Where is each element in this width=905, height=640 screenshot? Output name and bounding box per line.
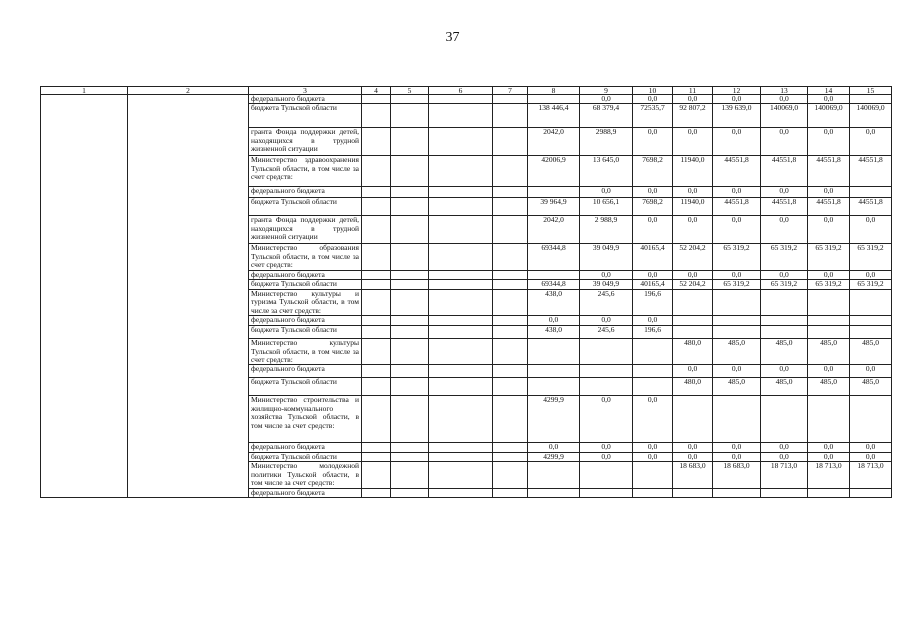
value-cell-col-12: 0,0 xyxy=(713,216,761,244)
empty-cell-col-6 xyxy=(429,443,493,452)
empty-cell-col-4 xyxy=(362,244,391,270)
value-cell-col-12 xyxy=(713,290,761,316)
row-label: бюджета Тульской области xyxy=(249,378,362,396)
value-cell-col-15: 65 319,2 xyxy=(850,244,892,270)
empty-cell-col-6 xyxy=(429,488,493,497)
row-label: гранта Фонда поддержки детей, находящихся в трудной жизненной ситуации xyxy=(249,128,362,156)
value-cell-col-9: 0,0 xyxy=(580,452,633,461)
empty-cell-col-7 xyxy=(493,128,528,156)
value-cell-col-13: 140069,0 xyxy=(761,104,808,128)
column-header-7: 7 xyxy=(493,87,528,95)
value-cell-col-14: 0,0 xyxy=(808,95,850,104)
empty-cell-col-7 xyxy=(493,95,528,104)
value-cell-col-13: 0,0 xyxy=(761,128,808,156)
empty-cell-col-4 xyxy=(362,339,391,365)
empty-cell-col-5 xyxy=(391,128,429,156)
value-cell-col-11: 0,0 xyxy=(673,216,713,244)
value-cell-col-14: 140069,0 xyxy=(808,104,850,128)
empty-cell-col-6 xyxy=(429,326,493,339)
column-header-6: 6 xyxy=(429,87,493,95)
empty-cell-col-4 xyxy=(362,280,391,290)
value-cell-col-14 xyxy=(808,316,850,326)
empty-cell-col-4 xyxy=(362,326,391,339)
value-cell-col-15: 0,0 xyxy=(850,452,892,461)
value-cell-col-9 xyxy=(580,462,633,488)
value-cell-col-13: 65 319,2 xyxy=(761,244,808,270)
value-cell-col-13: 0,0 xyxy=(761,216,808,244)
empty-cell-col-5 xyxy=(391,95,429,104)
empty-cell-col-4 xyxy=(362,488,391,497)
value-cell-col-14: 0,0 xyxy=(808,452,850,461)
value-cell-col-10 xyxy=(633,378,673,396)
empty-cell-col-7 xyxy=(493,326,528,339)
value-cell-col-15 xyxy=(850,488,892,497)
value-cell-col-10: 40165,4 xyxy=(633,280,673,290)
empty-cell-col-6 xyxy=(429,365,493,378)
empty-cell-col-4 xyxy=(362,95,391,104)
value-cell-col-9: 0,0 xyxy=(580,316,633,326)
value-cell-col-14: 0,0 xyxy=(808,216,850,244)
column-header-9: 9 xyxy=(580,87,633,95)
value-cell-col-13 xyxy=(761,290,808,316)
value-cell-col-11: 0,0 xyxy=(673,270,713,279)
value-cell-col-14: 0,0 xyxy=(808,443,850,452)
value-cell-col-10: 196,6 xyxy=(633,290,673,316)
column-header-2: 2 xyxy=(128,87,249,95)
empty-cell-col-6 xyxy=(429,378,493,396)
empty-cell-col-7 xyxy=(493,156,528,187)
value-cell-col-8 xyxy=(528,270,580,279)
value-cell-col-8: 39 964,9 xyxy=(528,198,580,216)
empty-cell-col-5 xyxy=(391,290,429,316)
value-cell-col-13 xyxy=(761,488,808,497)
value-cell-col-12: 0,0 xyxy=(713,452,761,461)
empty-cell-col-6 xyxy=(429,290,493,316)
empty-cell-col-6 xyxy=(429,95,493,104)
value-cell-col-11: 0,0 xyxy=(673,128,713,156)
empty-cell-col-5 xyxy=(391,443,429,452)
column-header-14: 14 xyxy=(808,87,850,95)
empty-cell-col-6 xyxy=(429,280,493,290)
row-label: бюджета Тульской области xyxy=(249,280,362,290)
value-cell-col-12: 0,0 xyxy=(713,128,761,156)
value-cell-col-11: 52 204,2 xyxy=(673,280,713,290)
value-cell-col-9: 68 379,4 xyxy=(580,104,633,128)
value-cell-col-11: 0,0 xyxy=(673,365,713,378)
empty-cell-col-5 xyxy=(391,187,429,198)
empty-cell-col-4 xyxy=(362,452,391,461)
table-row xyxy=(41,95,892,104)
header-row xyxy=(41,87,892,95)
empty-cell-col-4 xyxy=(362,378,391,396)
value-cell-col-13: 0,0 xyxy=(761,270,808,279)
value-cell-col-9 xyxy=(580,339,633,365)
column-header-1: 1 xyxy=(41,87,128,95)
value-cell-col-14: 65 319,2 xyxy=(808,280,850,290)
empty-cell-col-7 xyxy=(493,443,528,452)
row-label: федерального бюджета xyxy=(249,270,362,279)
empty-cell-col-5 xyxy=(391,104,429,128)
value-cell-col-10: 72535,7 xyxy=(633,104,673,128)
value-cell-col-9 xyxy=(580,488,633,497)
value-cell-col-10: 0,0 xyxy=(633,216,673,244)
value-cell-col-9: 245,6 xyxy=(580,326,633,339)
value-cell-col-10: 7698,2 xyxy=(633,156,673,187)
row-label: Министерство строительства и жилищно-коммунального хозяйства Тульской области, в том числе за счет средств: xyxy=(249,396,362,443)
empty-cell-col-6 xyxy=(429,452,493,461)
value-cell-col-13: 0,0 xyxy=(761,365,808,378)
value-cell-col-8: 138 446,4 xyxy=(528,104,580,128)
value-cell-col-8 xyxy=(528,488,580,497)
row-label: федерального бюджета xyxy=(249,488,362,497)
value-cell-col-10: 196,6 xyxy=(633,326,673,339)
empty-cell-col-4 xyxy=(362,443,391,452)
value-cell-col-11 xyxy=(673,488,713,497)
empty-cell-col-7 xyxy=(493,462,528,488)
empty-cell-col-4 xyxy=(362,156,391,187)
value-cell-col-15: 18 713,0 xyxy=(850,462,892,488)
column-header-10: 10 xyxy=(633,87,673,95)
value-cell-col-14 xyxy=(808,488,850,497)
empty-cell-col-5 xyxy=(391,316,429,326)
empty-cell-col-6 xyxy=(429,339,493,365)
column-header-15: 15 xyxy=(850,87,892,95)
value-cell-col-9: 0,0 xyxy=(580,270,633,279)
value-cell-col-8: 42006,9 xyxy=(528,156,580,187)
value-cell-col-15 xyxy=(850,290,892,316)
value-cell-col-14: 0,0 xyxy=(808,128,850,156)
empty-cell-col-5 xyxy=(391,462,429,488)
value-cell-col-9: 2 988,9 xyxy=(580,216,633,244)
value-cell-col-11: 0,0 xyxy=(673,187,713,198)
value-cell-col-15: 65 319,2 xyxy=(850,280,892,290)
empty-cell-col-7 xyxy=(493,488,528,497)
value-cell-col-13: 485,0 xyxy=(761,339,808,365)
value-cell-col-13: 44551,8 xyxy=(761,156,808,187)
empty-cell-col-5 xyxy=(391,216,429,244)
empty-cell-col-4 xyxy=(362,316,391,326)
value-cell-col-13: 0,0 xyxy=(761,187,808,198)
row-label: федерального бюджета xyxy=(249,316,362,326)
value-cell-col-10 xyxy=(633,488,673,497)
value-cell-col-12: 18 683,0 xyxy=(713,462,761,488)
value-cell-col-8 xyxy=(528,187,580,198)
row-label: бюджета Тульской области xyxy=(249,452,362,461)
value-cell-col-14: 485,0 xyxy=(808,378,850,396)
value-cell-col-8 xyxy=(528,95,580,104)
value-cell-col-15 xyxy=(850,95,892,104)
value-cell-col-8: 2042,0 xyxy=(528,128,580,156)
empty-cell-col-5 xyxy=(391,378,429,396)
value-cell-col-12 xyxy=(713,488,761,497)
value-cell-col-10 xyxy=(633,339,673,365)
value-cell-col-15: 140069,0 xyxy=(850,104,892,128)
page-number: 37 xyxy=(445,30,460,45)
row-label: бюджета Тульской области xyxy=(249,326,362,339)
value-cell-col-14: 0,0 xyxy=(808,365,850,378)
column-header-4: 4 xyxy=(362,87,391,95)
value-cell-col-9: 39 049,9 xyxy=(580,244,633,270)
empty-cell-col-7 xyxy=(493,244,528,270)
value-cell-col-8 xyxy=(528,378,580,396)
value-cell-col-10: 0,0 xyxy=(633,396,673,443)
empty-cell-col-5 xyxy=(391,339,429,365)
value-cell-col-11 xyxy=(673,316,713,326)
value-cell-col-15: 0,0 xyxy=(850,128,892,156)
value-cell-col-9 xyxy=(580,378,633,396)
value-cell-col-9: 0,0 xyxy=(580,187,633,198)
value-cell-col-12: 44551,8 xyxy=(713,156,761,187)
empty-cell-col-6 xyxy=(429,198,493,216)
value-cell-col-13: 485,0 xyxy=(761,378,808,396)
value-cell-col-10: 0,0 xyxy=(633,270,673,279)
empty-cell-col-7 xyxy=(493,452,528,461)
value-cell-col-14 xyxy=(808,396,850,443)
empty-cell-col-5 xyxy=(391,156,429,187)
value-cell-col-9: 0,0 xyxy=(580,95,633,104)
value-cell-col-8: 438,0 xyxy=(528,326,580,339)
value-cell-col-9: 13 645,0 xyxy=(580,156,633,187)
value-cell-col-8: 69344,8 xyxy=(528,280,580,290)
empty-cell-col-6 xyxy=(429,216,493,244)
value-cell-col-9: 10 656,1 xyxy=(580,198,633,216)
value-cell-col-11: 0,0 xyxy=(673,452,713,461)
empty-cell-col-6 xyxy=(429,462,493,488)
empty-cell-col-7 xyxy=(493,270,528,279)
value-cell-col-11: 0,0 xyxy=(673,95,713,104)
value-cell-col-10: 0,0 xyxy=(633,443,673,452)
value-cell-col-15: 0,0 xyxy=(850,216,892,244)
value-cell-col-15: 0,0 xyxy=(850,270,892,279)
empty-cell-col-7 xyxy=(493,378,528,396)
row-label: Министерство здравоохранения Тульской области, в том числе за счет средств: xyxy=(249,156,362,187)
value-cell-col-12: 139 639,0 xyxy=(713,104,761,128)
column-header-8: 8 xyxy=(528,87,580,95)
value-cell-col-12: 65 319,2 xyxy=(713,280,761,290)
value-cell-col-8: 0,0 xyxy=(528,316,580,326)
empty-cell-col-5 xyxy=(391,365,429,378)
empty-cell-col-4 xyxy=(362,365,391,378)
value-cell-col-13: 0,0 xyxy=(761,443,808,452)
row-label: бюджета Тульской области xyxy=(249,104,362,128)
column-header-11: 11 xyxy=(673,87,713,95)
empty-cell-col-4 xyxy=(362,187,391,198)
empty-cell-col-6 xyxy=(429,244,493,270)
column-1-cell xyxy=(41,95,128,498)
value-cell-col-14: 0,0 xyxy=(808,270,850,279)
value-cell-col-15 xyxy=(850,326,892,339)
empty-cell-col-4 xyxy=(362,462,391,488)
value-cell-col-10: 40165,4 xyxy=(633,244,673,270)
value-cell-col-12: 0,0 xyxy=(713,270,761,279)
value-cell-col-12: 485,0 xyxy=(713,339,761,365)
value-cell-col-11 xyxy=(673,396,713,443)
empty-cell-col-4 xyxy=(362,104,391,128)
value-cell-col-14: 18 713,0 xyxy=(808,462,850,488)
empty-cell-col-7 xyxy=(493,316,528,326)
row-label: федерального бюджета xyxy=(249,187,362,198)
value-cell-col-8 xyxy=(528,462,580,488)
value-cell-col-9 xyxy=(580,365,633,378)
row-label: бюджета Тульской области xyxy=(249,198,362,216)
empty-cell-col-4 xyxy=(362,396,391,443)
row-label: Министерство культуры Тульской области, в том числе за счет средств: xyxy=(249,339,362,365)
value-cell-col-9: 2988,9 xyxy=(580,128,633,156)
value-cell-col-11: 92 807,2 xyxy=(673,104,713,128)
value-cell-col-8: 0,0 xyxy=(528,443,580,452)
value-cell-col-11: 11940,0 xyxy=(673,156,713,187)
empty-cell-col-6 xyxy=(429,187,493,198)
empty-cell-col-7 xyxy=(493,339,528,365)
value-cell-col-10: 0,0 xyxy=(633,452,673,461)
value-cell-col-8: 4299,9 xyxy=(528,396,580,443)
empty-cell-col-4 xyxy=(362,270,391,279)
value-cell-col-14 xyxy=(808,326,850,339)
empty-cell-col-7 xyxy=(493,187,528,198)
value-cell-col-15 xyxy=(850,187,892,198)
empty-cell-col-7 xyxy=(493,104,528,128)
empty-cell-col-5 xyxy=(391,452,429,461)
empty-cell-col-6 xyxy=(429,104,493,128)
value-cell-col-9: 39 049,9 xyxy=(580,280,633,290)
empty-cell-col-5 xyxy=(391,326,429,339)
value-cell-col-10: 0,0 xyxy=(633,187,673,198)
budget-table xyxy=(40,86,892,498)
empty-cell-col-5 xyxy=(391,270,429,279)
column-header-13: 13 xyxy=(761,87,808,95)
value-cell-col-13: 65 319,2 xyxy=(761,280,808,290)
value-cell-col-13 xyxy=(761,326,808,339)
empty-cell-col-6 xyxy=(429,270,493,279)
value-cell-col-10 xyxy=(633,462,673,488)
value-cell-col-13: 0,0 xyxy=(761,452,808,461)
empty-cell-col-6 xyxy=(429,128,493,156)
value-cell-col-13 xyxy=(761,396,808,443)
row-label: федерального бюджета xyxy=(249,365,362,378)
column-header-12: 12 xyxy=(713,87,761,95)
value-cell-col-14: 65 319,2 xyxy=(808,244,850,270)
empty-cell-col-6 xyxy=(429,156,493,187)
value-cell-col-11 xyxy=(673,326,713,339)
value-cell-col-15 xyxy=(850,316,892,326)
value-cell-col-13: 44551,8 xyxy=(761,198,808,216)
empty-cell-col-5 xyxy=(391,280,429,290)
value-cell-col-11: 11940,0 xyxy=(673,198,713,216)
empty-cell-col-7 xyxy=(493,396,528,443)
empty-cell-col-7 xyxy=(493,365,528,378)
empty-cell-col-5 xyxy=(391,488,429,497)
value-cell-col-12: 0,0 xyxy=(713,365,761,378)
value-cell-col-10: 0,0 xyxy=(633,128,673,156)
value-cell-col-11 xyxy=(673,290,713,316)
empty-cell-col-6 xyxy=(429,396,493,443)
value-cell-col-10: 0,0 xyxy=(633,316,673,326)
empty-cell-col-5 xyxy=(391,396,429,443)
value-cell-col-13 xyxy=(761,316,808,326)
value-cell-col-9: 0,0 xyxy=(580,396,633,443)
empty-cell-col-5 xyxy=(391,198,429,216)
empty-cell-col-5 xyxy=(391,244,429,270)
row-label: федерального бюджета xyxy=(249,443,362,452)
value-cell-col-11: 52 204,2 xyxy=(673,244,713,270)
value-cell-col-10 xyxy=(633,365,673,378)
empty-cell-col-4 xyxy=(362,290,391,316)
value-cell-col-15: 485,0 xyxy=(850,378,892,396)
row-label: Министерство культуры и туризма Тульской области, в том числе за счет средств: xyxy=(249,290,362,316)
value-cell-col-9: 0,0 xyxy=(580,443,633,452)
value-cell-col-12 xyxy=(713,326,761,339)
value-cell-col-14: 44551,8 xyxy=(808,198,850,216)
value-cell-col-14 xyxy=(808,290,850,316)
row-label: гранта Фонда поддержки детей, находящихся в трудной жизненной ситуации xyxy=(249,216,362,244)
value-cell-col-12: 0,0 xyxy=(713,95,761,104)
value-cell-col-15: 485,0 xyxy=(850,339,892,365)
row-label: федерального бюджета xyxy=(249,95,362,104)
value-cell-col-15: 44551,8 xyxy=(850,156,892,187)
value-cell-col-8: 438,0 xyxy=(528,290,580,316)
value-cell-col-12 xyxy=(713,396,761,443)
value-cell-col-9: 245,6 xyxy=(580,290,633,316)
value-cell-col-12: 485,0 xyxy=(713,378,761,396)
value-cell-col-15 xyxy=(850,396,892,443)
value-cell-col-11: 0,0 xyxy=(673,443,713,452)
value-cell-col-8: 4299,9 xyxy=(528,452,580,461)
value-cell-col-8 xyxy=(528,365,580,378)
value-cell-col-10: 0,0 xyxy=(633,95,673,104)
value-cell-col-8: 2042,0 xyxy=(528,216,580,244)
value-cell-col-11: 480,0 xyxy=(673,378,713,396)
value-cell-col-13: 18 713,0 xyxy=(761,462,808,488)
empty-cell-col-4 xyxy=(362,198,391,216)
row-label: Министерство образования Тульской области, в том числе за счет средств: xyxy=(249,244,362,270)
value-cell-col-8 xyxy=(528,339,580,365)
value-cell-col-8: 69344,8 xyxy=(528,244,580,270)
value-cell-col-10: 7698,2 xyxy=(633,198,673,216)
value-cell-col-12: 0,0 xyxy=(713,443,761,452)
column-header-5: 5 xyxy=(391,87,429,95)
value-cell-col-12: 65 319,2 xyxy=(713,244,761,270)
empty-cell-col-4 xyxy=(362,216,391,244)
empty-cell-col-7 xyxy=(493,198,528,216)
empty-cell-col-7 xyxy=(493,290,528,316)
value-cell-col-11: 18 683,0 xyxy=(673,462,713,488)
value-cell-col-15: 0,0 xyxy=(850,443,892,452)
value-cell-col-15: 44551,8 xyxy=(850,198,892,216)
empty-cell-col-6 xyxy=(429,316,493,326)
column-header-3: 3 xyxy=(249,87,362,95)
value-cell-col-15: 0,0 xyxy=(850,365,892,378)
empty-cell-col-7 xyxy=(493,216,528,244)
value-cell-col-12: 44551,8 xyxy=(713,198,761,216)
empty-cell-col-7 xyxy=(493,280,528,290)
row-label: Министерство молодежной политики Тульской области, в том числе за счет средств: xyxy=(249,462,362,488)
value-cell-col-14: 44551,8 xyxy=(808,156,850,187)
value-cell-col-11: 480,0 xyxy=(673,339,713,365)
value-cell-col-12: 0,0 xyxy=(713,187,761,198)
empty-cell-col-4 xyxy=(362,128,391,156)
value-cell-col-14: 0,0 xyxy=(808,187,850,198)
value-cell-col-13: 0,0 xyxy=(761,95,808,104)
value-cell-col-14: 485,0 xyxy=(808,339,850,365)
column-2-cell xyxy=(128,95,249,498)
value-cell-col-12 xyxy=(713,316,761,326)
